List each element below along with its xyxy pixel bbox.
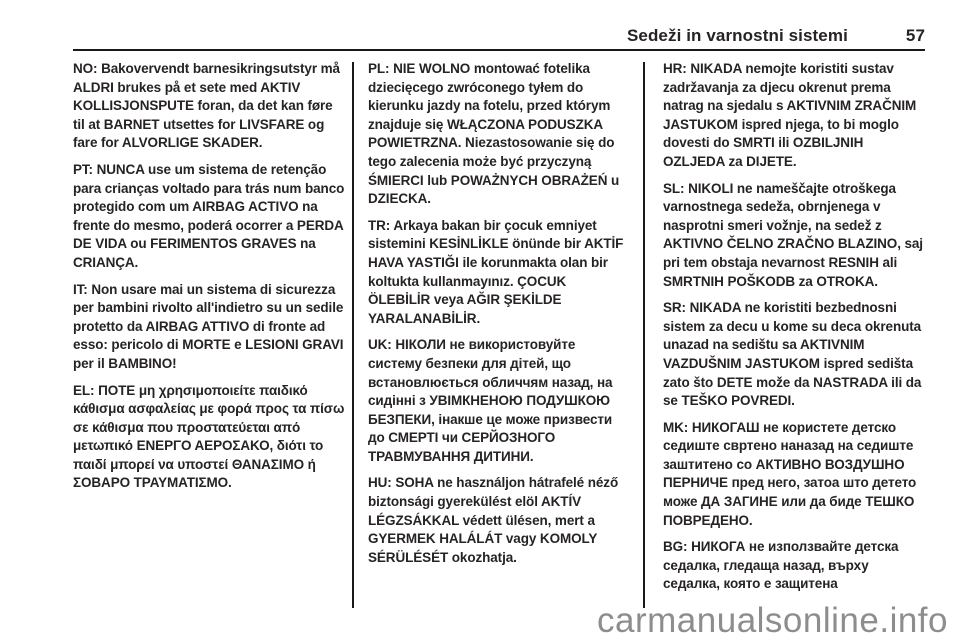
warning-sr: SR: NIKADA ne koristiti bezbednosni sistem za decu u kome su deca okrenuta unazad na sedištu sa AKTIVNIM VAZDUŠNIM JASTUKOM ispred sedišta zato što DETE može da NASTRADA ili da se TEŠKO POVREDI. (663, 300, 922, 409)
page-header (73, 26, 925, 46)
page-number: 57 (905, 26, 925, 45)
warning-column-3 (663, 60, 925, 602)
column-divider-1 (352, 62, 354, 608)
warning-hu: HU: SOHA ne használjon hátrafelé néző biztonsági gyerekülést elöl AKTÍV LÉGZSÁKKAL védett ülésen, mert a GYERMEK HALÁLÁT vagy KOMOLY SÉRÜLÉSÉT okozhatja. (368, 475, 619, 565)
header-rule (73, 49, 925, 51)
warning-mk: MK: НИКОГАШ не користете детско седиште свртено наназад на седиште заштитено со АКТИВНО ВОЗДУШНО ПЕРНИЧЕ пред него, затоа што детето може ДА ЗАГИНЕ или да биде ТЕШКО ПОВРЕДЕНО. (663, 419, 917, 528)
warning-el: EL: ΠΟΤΕ μη χρησιμοποιείτε παιδικό κάθισμα ασφαλείας με φορά προς τα πίσω σε κάθισμα που προστατεύεται από μετωπικό ΕΝΕΡΓΟ ΑΕΡΟΣΑΚΟ, διότι το παιδί μπορεί να υποστεί ΘΑΝΑΣΙΜΟ ή ΣΟΒΑΡΟ ΤΡΑΥΜΑΤΙΣΜΟ. (73, 382, 345, 491)
warning-column-2 (368, 60, 625, 575)
site-watermark: carmanualsonline.info (597, 601, 948, 640)
page-title: Sedeži in varnostni sistemi (626, 26, 848, 45)
warning-bg: BG: НИКОГА не използвайте детска седалка, гледаща назад, върху седалка, която е защитена (663, 539, 899, 592)
warning-column-1 (73, 60, 347, 501)
warning-pl: PL: NIE WOLNO montować fotelika dziecięcego zwróconego tyłem do kierunku jazdy na fotelu, przed którym znajduje się WŁĄCZONA PODUSZKA POWIETRZNA. Niezastosowanie się do tego zalecenia może być przyczyną ŚMIERCI lub POWAŻNYCH OBRAŻEŃ u DZIECKA. (368, 61, 620, 207)
warning-no: NO: Bakovervendt barnesikringsutstyr må ALDRI brukes på et sete med AKTIV KOLLISJONSPUTE foran, da det kan føre til at BARNET utsettes for LIVSFARE og fare for ALVORLIGE SKADER. (73, 61, 340, 151)
column-divider-2 (643, 62, 645, 608)
warning-sl: SL: NIKOLI ne nameščajte otroškega varnostnega sedeža, obrnjenega v nasprotni smeri vožnje, na sedež z AKTIVNO ČELNO ZRAČNO BLAZINO, saj pri tem obstaja nevarnost RESNIH ali SMRTNIH POŠKODB za OTROKA. (663, 180, 923, 289)
warning-hr: HR: NIKADA nemojte koristiti sustav zadržavanja za djecu okrenut prema natrag na sjedalu s AKTIVNIM ZRAČNIM JASTUKOM ispred njega, to bi moglo dovesti do SMRTI ili OZBILJNIH OZLJEDA za DIJETE. (663, 61, 917, 169)
warning-it: IT: Non usare mai un sistema di sicurezza per bambini rivolto all'indietro su un sedile protetto da AIRBAG ATTIVO di fronte ad esso: pericolo di MORTE e LESIONI GRAVI per il BAMBINO! (73, 281, 344, 371)
warning-pt: PT: NUNCA use um sistema de retenção para crianças voltado para trás num banco protegido com um AIRBAG ACTIVO na frente do mesmo, poderá ocorrer a PERDA DE VIDA ou FERIMENTOS GRAVES na CRIANÇA. (73, 161, 345, 270)
warning-tr: TR: Arkaya bakan bir çocuk emniyet sistemini KESİNLİKLE önünde bir AKTİF HAVA YASTIĞI ile korunmakta olan bir koltukta kullanmayınız. ÇOCUK ÖLEBİLİR veya AĞIR ŞEKİLDE YARALANABİLİR. (368, 217, 624, 326)
warning-uk: UK: НІКОЛИ не використовуйте систему безпеки для дітей, що встановлюється обличчям назад, на сидінні з УВІМКНЕНОЮ ПОДУШКОЮ БЕЗПЕКИ, інакше це може призвести до СМЕРТІ чи СЕРЙОЗНОГО ТРАВМУВАННЯ ДИТИНИ. (368, 337, 613, 464)
